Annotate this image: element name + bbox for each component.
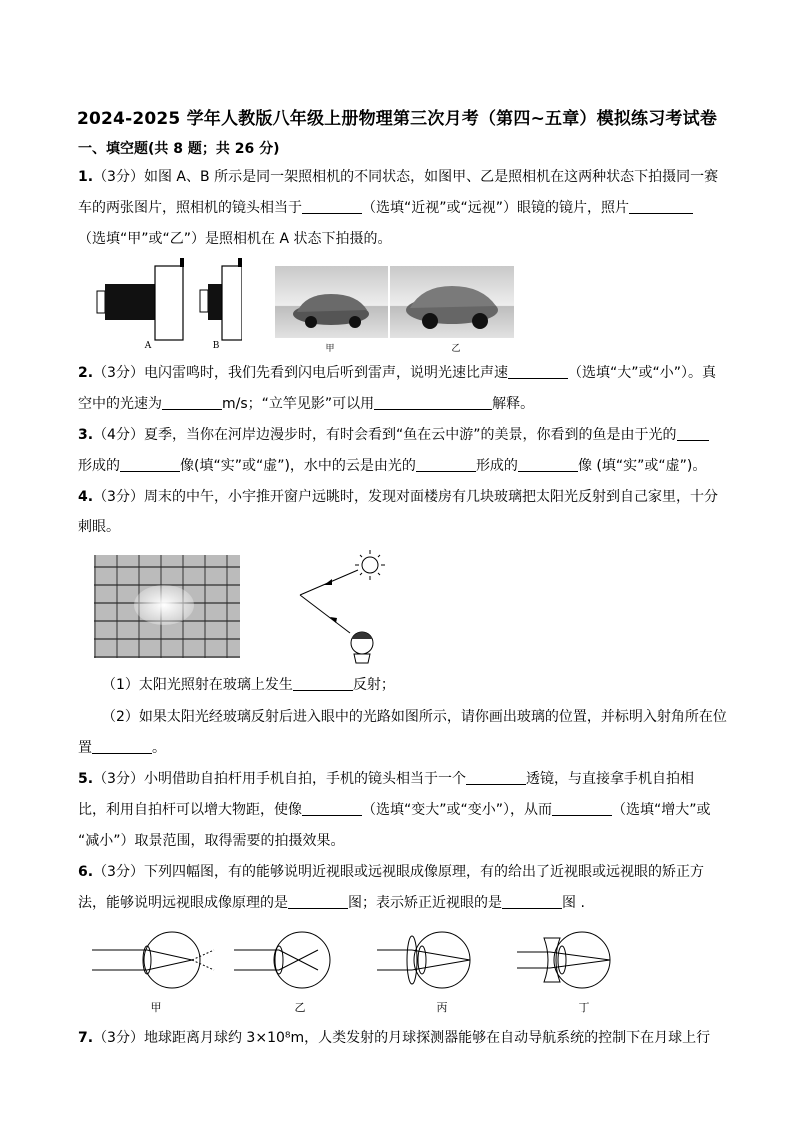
q6-blank-2[interactable] xyxy=(502,894,562,909)
q4-blank-1[interactable] xyxy=(293,676,353,691)
q2-text-1a: 电闪雷鸣时，我们先看到闪电后听到雷声，说明光速比声速 xyxy=(143,365,508,381)
q2-text-2a: 空中的光速为 xyxy=(78,396,162,412)
q5-blank-1[interactable] xyxy=(466,770,526,785)
q4-text-2: 刺眼。 xyxy=(78,519,120,535)
q4-sub-2 xyxy=(102,707,727,727)
q2-number: 2. xyxy=(78,365,94,381)
q4-blank-2[interactable] xyxy=(92,739,152,754)
q4-sub-2-text: （2）如果太阳光经玻璃反射后进入眼中的光路如图所示，请你画出玻璃的位置，并标明入射角所在位 xyxy=(102,709,727,725)
q1-text-2b: （选填“近视”或“远视”）眼镜的镜片，照片 xyxy=(362,200,630,216)
q6-text-2b: 图；表示矫正近视眼的是 xyxy=(348,895,502,911)
q7-line-1 xyxy=(78,1028,710,1048)
reflection-path-diagram xyxy=(290,545,400,665)
race-car-icon xyxy=(275,266,388,338)
q4-sub-2b: 置 xyxy=(78,740,92,756)
q1-blank-2[interactable] xyxy=(629,199,693,214)
q7-number: 7. xyxy=(78,1030,94,1046)
q4-number: 4. xyxy=(78,489,94,505)
caption-eye-ding: 丁 xyxy=(578,1001,590,1014)
q6-blank-1[interactable] xyxy=(288,894,348,909)
q5-line-1 xyxy=(78,769,694,789)
q6-line-1 xyxy=(78,862,704,882)
sun-glare xyxy=(134,585,194,625)
q6-text-1: 下列四幅图，有的能够说明近视眼或远视眼成像原理，有的给出了近视眼或远视眼的矫正方 xyxy=(143,864,704,880)
caption-eye-yi: 乙 xyxy=(294,1001,306,1014)
q1-line-2 xyxy=(78,198,693,218)
exam-title: 2024-2025 学年人教版八年级上册物理第三次月考（第四~五章）模拟练习考试卷 xyxy=(76,109,718,129)
q1-text-2a: 车的两张图片，照相机的镜头相当于 xyxy=(78,200,302,216)
caption-b: B xyxy=(212,341,220,351)
q4-sub-1b: 反射； xyxy=(352,677,395,693)
q3-line-2 xyxy=(78,456,706,476)
q3-text-1a: 夏季，当你在河岸边漫步时，有时会看到“鱼在云中游”的美景，你看到的鱼是由于光的 xyxy=(143,427,677,443)
q1-line-1 xyxy=(78,167,718,187)
q1-score: （3分） xyxy=(93,169,144,185)
q3-text-2b: 像(填“实”或“虚”)，水中的云是由光的 xyxy=(180,458,416,474)
q3-number: 3. xyxy=(78,427,94,443)
q3-blank-2[interactable] xyxy=(120,457,180,472)
glass-building-photo xyxy=(94,555,240,658)
q7-score: （3分） xyxy=(93,1030,144,1046)
q7-text-1: 地球距离月球约 3×10⁸m，人类发射的月球探测器能够在自动导航系统的控制下在月球上行 xyxy=(143,1030,711,1046)
camera-diagram xyxy=(92,256,242,346)
q3-blank-3[interactable] xyxy=(416,457,476,472)
q6-text-2a: 法，能够说明远视眼成像原理的是 xyxy=(78,895,288,911)
caption-yi: 乙 xyxy=(451,344,461,354)
q5-text-2b: （选填“变大”或“变小”），从而 xyxy=(362,802,553,818)
eye-diagram-ding xyxy=(517,932,610,988)
q5-line-2 xyxy=(78,800,711,820)
q2-blank-2[interactable] xyxy=(162,395,222,410)
q6-score: （3分） xyxy=(93,864,144,880)
q6-text-2c: 图 . xyxy=(562,895,585,911)
race-car-icon xyxy=(390,266,514,338)
q2-blank-1[interactable] xyxy=(508,364,568,379)
q3-score: （4分） xyxy=(93,427,144,443)
q2-line-1 xyxy=(78,363,716,383)
q5-text-3: “减小”）取景范围，取得需要的拍摄效果。 xyxy=(78,833,345,849)
eye-diagram-jia xyxy=(92,932,214,988)
q4-sub-2c: 。 xyxy=(152,740,166,756)
q5-blank-3[interactable] xyxy=(552,801,612,816)
caption-eye-jia: 甲 xyxy=(150,1001,162,1014)
q3-text-2c: 形成的 xyxy=(475,458,518,474)
q6-number: 6. xyxy=(78,864,94,880)
car-photo-jia xyxy=(275,266,388,338)
q3-blank-4[interactable] xyxy=(518,457,578,472)
q1-line-3 xyxy=(78,229,392,249)
q1-blank-1[interactable] xyxy=(302,199,362,214)
q5-text-1a: 小明借助自拍杆用手机自拍，手机的镜头相当于一个 xyxy=(143,771,466,787)
q4-score: （3分） xyxy=(93,489,144,505)
q3-text-2d: 像 (填“实”或“虚”)。 xyxy=(577,458,707,474)
car-photo-yi xyxy=(390,266,514,338)
q2-score: （3分） xyxy=(93,365,144,381)
q5-blank-2[interactable] xyxy=(302,801,362,816)
q2-blank-3[interactable] xyxy=(374,395,492,410)
q2-text-1b: （选填“大”或“小”）。真 xyxy=(567,365,716,381)
q4-line-2 xyxy=(78,517,120,537)
eye-diagram-bing xyxy=(377,932,470,988)
q2-text-2c: 解释。 xyxy=(492,396,535,412)
q3-text-2a: 形成的 xyxy=(78,458,120,474)
q6-line-2 xyxy=(78,893,585,913)
q3-line-1 xyxy=(78,425,709,445)
q4-line-1 xyxy=(78,487,718,507)
q5-line-3 xyxy=(78,831,345,851)
section-heading: 一、填空题(共 8 题；共 26 分) xyxy=(78,141,280,157)
q5-text-2c: （选填“增大”或 xyxy=(612,802,711,818)
q3-blank-1[interactable] xyxy=(677,426,709,441)
caption-eye-bing: 丙 xyxy=(436,1001,448,1014)
person-head-icon xyxy=(351,632,373,663)
q4-sub-1a: （1）太阳光照射在玻璃上发生 xyxy=(102,677,293,693)
q5-score: （3分） xyxy=(93,771,144,787)
eye-diagrams xyxy=(92,930,632,992)
q1-number: 1. xyxy=(78,169,94,185)
q2-line-2 xyxy=(78,394,534,414)
eye-diagram-yi xyxy=(234,932,330,988)
q1-text-1: 如图 A、B 所示是同一架照相机的不同状态，如图甲、乙是照相机在这两种状态下拍摄同一赛 xyxy=(143,169,719,185)
q2-text-2b: m/s；“立竿见影”可以用 xyxy=(222,396,375,412)
caption-a: A xyxy=(144,341,152,351)
q4-sub-2-cont xyxy=(78,738,166,758)
q5-text-2a: 比，利用自拍杆可以增大物距，使像 xyxy=(78,802,302,818)
caption-jia: 甲 xyxy=(325,344,335,354)
q5-text-1b: 透镜，与直接拿手机自拍相 xyxy=(525,771,694,787)
q1-text-3: （选填“甲”或“乙”）是照相机在 A 状态下拍摄的。 xyxy=(78,231,392,247)
sun-icon xyxy=(355,550,385,580)
q4-sub-1 xyxy=(102,675,395,695)
q5-number: 5. xyxy=(78,771,94,787)
q4-text-1: 周末的中午，小宇推开窗户远眺时，发现对面楼房有几块玻璃把太阳光反射到自己家里，十分 xyxy=(143,489,718,505)
